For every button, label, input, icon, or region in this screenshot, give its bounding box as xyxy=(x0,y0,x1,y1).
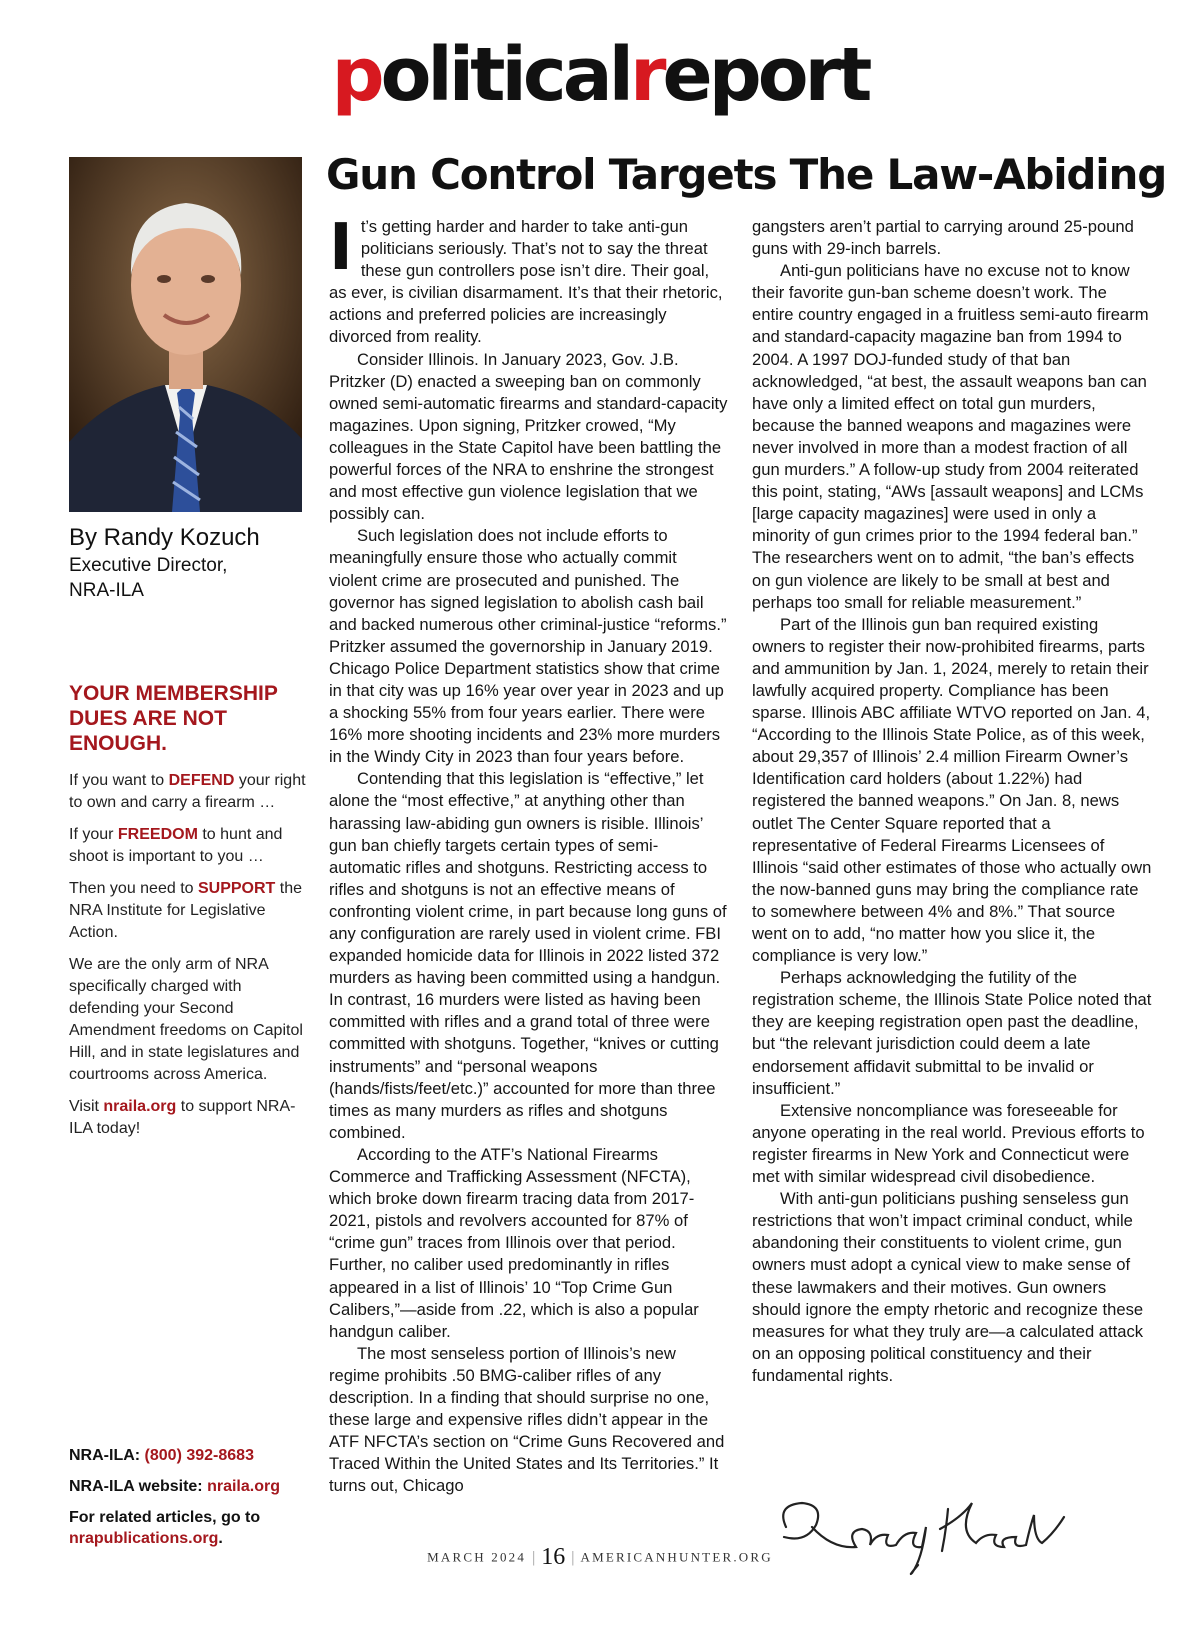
article-paragraph: Extensive noncompliance was foreseeable for anyone operating in the real world. Previous efforts to register firearms in New York and Connecticut were met with similar widespread civil disobedience. xyxy=(752,1100,1145,1187)
article-column-1 xyxy=(329,211,729,1497)
site-url: AMERICANHUNTER.ORG xyxy=(580,1549,773,1565)
promo-paragraph: If your FREEDOM to hunt and shoot is important to you … xyxy=(69,826,283,865)
article-paragraph: The most senseless portion of Illinois’s new regime prohibits .50 BMG-caliber rifles of any description. In a finding that should surprise no one, these large and expensive rifles didn’t appear in the ATF NFCTA’s section on “Crime Guns Recovered and Traced Within the United States and Its Territories.” It turns out, Chicago xyxy=(329,1343,725,1496)
byline xyxy=(69,523,309,603)
masthead-logo xyxy=(0,32,1200,118)
article-column-2 xyxy=(752,216,1152,1387)
article-paragraph: Anti-gun politicians have no excuse not to know their favorite gun-ban scheme doesn’t work. The entire country engaged in a fruitless semi-auto firearm and standard-capacity magazine ban from 1994 to 2004. A 1997 DOJ-funded study of that ban acknowledged, “at best, the assault weapons ban can have only a limited effect on total gun murders, because the banned weapons and magazines were never involved in more than a modest fraction of all gun murders.” A follow-up study from 2004 reiterated this point, stating, “AWs [assault weapons] and LCMs [large capacity magazines] were used in only a minority of gun crimes prior to the 1994 federal ban.” The researchers went on to admit, “the ban’s effects on gun violence are likely to be small at best and perhaps too small for reliable measurement.” xyxy=(752,261,1149,612)
divider: | xyxy=(571,1548,575,1566)
article-paragraph: According to the ATF’s National Firearms Commerce and Trafficking Assessment (NFCTA), which broke down firearm tracing data from 2017-2021, pistols and revolvers accounted for 87% of “crime gun” traces from Illinois over that period. Further, no caliber used predominantly in rifles appeared in a list of Illinois’ 10 “Top Crime Gun Calibers,”—aside from .22, which is also a popular handgun caliber. xyxy=(329,1144,699,1341)
author-title: Executive Director, xyxy=(69,555,228,576)
author-name: By Randy Kozuch xyxy=(69,524,260,551)
promo-paragraph: Then you need to SUPPORT the NRA Institute for Legislative Action. xyxy=(69,880,303,941)
masthead-political: olitical xyxy=(380,32,631,118)
contact-related: For related articles, go to nrapublications.org. xyxy=(69,1509,261,1547)
promo-keyword-support: SUPPORT xyxy=(197,880,276,897)
author-photo xyxy=(69,157,302,512)
phone-number[interactable]: (800) 392-8683 xyxy=(144,1447,254,1464)
article-paragraph: Perhaps acknowledging the futility of the registration scheme, the Illinois State Police noted that they are keeping registration open past the deadline, but “the relevant jurisdiction could deem a late endorsement affidavit submittal to be invalid or insufficient.” xyxy=(752,968,1152,1098)
article-paragraph: Contending that this legislation is “effective,” let alone the “most effective,” at anything other than harassing law-abiding gun owners is risible. Illinois’ gun ban chiefly targets certain types of semi-automatic rifles and shotguns. Restricting access to rifles and shotguns is not an effective means of confronting violent crime, in part because long guns of any configuration are rarely used in violent crime. FBI expanded homicide data for Illinois in 2022 listed 372 murders as having been committed using a handgun. In contrast, 16 murders were listed as having been committed with rifles and a grand total of three were committed with shotguns. Together, “knives or cutting instruments” and “personal weapons (hands/fists/feet/etc.)” accounted for more than three times as many murders as rifles and shotguns combined. xyxy=(329,769,727,1142)
drop-cap: I xyxy=(329,211,353,285)
article-paragraph: Such legislation does not include efforts to meaningfully ensure those who actually commit violent crime are prosecuted and punished. The governor has signed legislation to abolish cash bail and backed numerous other criminal-justice “reforms.” Pritzker assumed the governorship in January 2019. Chicago Police Department statistics show that crime in that city was up 16% year over year in 2023 and up a shocking 55% from four years earlier. There were 16% more shooting incidents and 23% more murders in the Windy City in 2023 than four years before. xyxy=(329,526,727,767)
promo-heading: YOUR MEMBERSHIP DUES ARE NOT ENOUGH. xyxy=(69,682,278,755)
page-number: 16 xyxy=(541,1544,566,1570)
masthead-red-p: p xyxy=(331,32,381,118)
article-title: Gun Control Targets The Law-Abiding xyxy=(326,150,1167,199)
masthead-red-r: r xyxy=(630,32,663,118)
divider: | xyxy=(532,1548,536,1566)
nraila-link[interactable]: nraila.org xyxy=(103,1098,177,1115)
contact-info xyxy=(69,1445,309,1559)
author-org: NRA-ILA xyxy=(69,580,144,601)
contact-phone: NRA-ILA: (800) 392-8683 xyxy=(69,1447,254,1464)
article-paragraph: With anti-gun politicians pushing senseless gun restrictions that won’t impact criminal conduct, while abandoning their constituents to violent crime, gun owners must adopt a cynical view to make sense of these lawmakers and their motives. Gun owners should ignore the empty rhetoric and recognize these measures for what they truly are—a calculated attack on an opposing political constituency and their fundamental rights. xyxy=(752,1189,1144,1385)
promo-paragraph: If you want to DEFEND your right to own and carry a firearm … xyxy=(69,772,306,811)
promo-paragraph: We are the only arm of NRA specifically charged with defending your Second Amendment freedoms on Capitol Hill, and in state legislatures and courtrooms across America. xyxy=(69,956,303,1083)
article-paragraph: Part of the Illinois gun ban required existing owners to register their now-prohibited firearms, parts and ammunition by Jan. 1, 2024, merely to retain their lawfully acquired property. Compliance has been sparse. Illinois ABC affiliate WTVO reported on Jan. 4, “According to the Illinois State Police, as of this week, about 29,357 of Illinois’ 2.4 million Firearm Owner’s Identification card holders (about 1.22%) had registered the banned weapons.” On Jan. 8, news outlet The Center Square reported that a representative of Federal Firearms Licensees of Illinois “said other estimates of those who actually own the now-banned guns may bring the compliance rate to somewhere between 4% and 8%.” That source went on to add, “no matter how you slice it, the compliance is very low.” xyxy=(752,614,1152,966)
page-footer xyxy=(0,1544,1200,1571)
promo-keyword-freedom: FREEDOM xyxy=(117,826,198,843)
masthead-eport: eport xyxy=(662,32,869,118)
article-paragraph: Consider Illinois. In January 2023, Gov. J.B. Pritzker (D) enacted a sweeping ban on commonly owned semi-automatic firearms and standard-capacity magazines. Upon signing, Pritzker crowed, “My colleagues in the State Capitol have been battling the powerful forces of the NRA to enshrine the strongest and most effective gun violence legislation that we possibly can. xyxy=(329,349,728,524)
promo-paragraph: Visit nraila.org to support NRA-ILA today! xyxy=(69,1098,296,1137)
issue-date: MARCH 2024 xyxy=(427,1549,527,1565)
promo-keyword-defend: DEFEND xyxy=(168,772,235,789)
article-paragraph: t’s getting harder and harder to take anti-gun politicians seriously. That’s not to say the threat these gun controllers pose isn’t dire. Their goal, as ever, is civilian disarmament. It’s that their rhetoric, actions and preferred policies are increasingly divorced from reality. xyxy=(329,217,723,347)
website-link[interactable]: nraila.org xyxy=(207,1478,280,1495)
article-paragraph: gangsters aren’t partial to carrying around 25-pound guns with 29-inch barrels. xyxy=(752,217,1134,259)
contact-website: NRA-ILA website: nraila.org xyxy=(69,1478,280,1495)
membership-promo xyxy=(69,681,309,1150)
related-link[interactable]: nrapublications.org xyxy=(69,1530,219,1547)
